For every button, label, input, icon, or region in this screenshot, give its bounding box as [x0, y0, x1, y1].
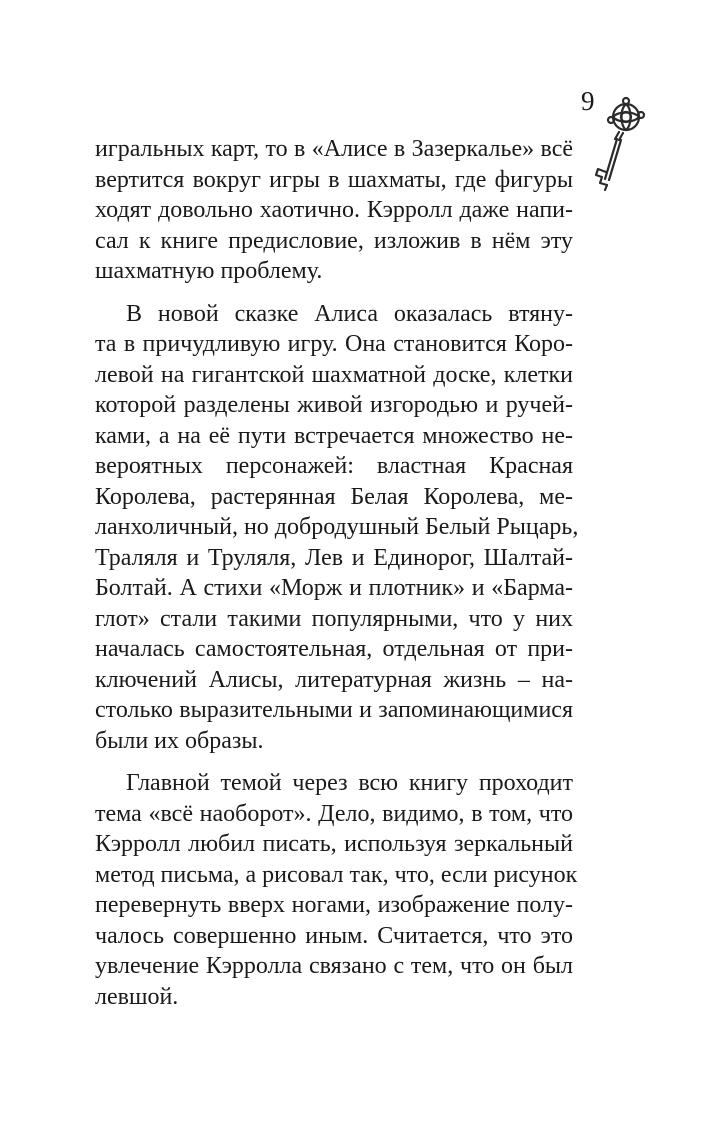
text-line: вероятных персонажей: властная Красная	[95, 453, 573, 479]
text-line: перевернуть вверх ногами, изображение полу-	[95, 892, 573, 918]
text-line: ходят довольно хаотично. Кэрролл даже напи-	[95, 197, 573, 223]
text-line: метод письма, а рисовал так, что, если рисунок	[95, 861, 578, 888]
paragraph	[95, 299, 579, 757]
text-line: началась самостоятельная, отдельная от при-	[95, 636, 573, 662]
text-line: та в причудливую игру. Она становится Коро-	[95, 331, 573, 357]
text-line: Болтай. А стихи «Морж и плотник» и «Барма-	[95, 575, 573, 601]
text-line: ключений Алисы, литературная жизнь – на-	[95, 666, 573, 693]
text-line: левой на гигантской шахматной доске, клетки	[95, 361, 573, 388]
text-line: игральных карт, то в «Алисе в Зазеркалье» всё	[95, 136, 573, 162]
text-line: тема «всё наоборот». Дело, видимо, в том, что	[95, 800, 573, 827]
text-line: чалось совершенно иным. Считается, что это	[95, 922, 573, 949]
text-line: столько выразительными и запоминающимися	[95, 697, 573, 723]
body-text	[95, 134, 579, 1012]
text-line: которой разделены живой изгородью и ручей-	[95, 392, 573, 418]
key-icon	[592, 95, 648, 193]
page-number: 9	[581, 86, 595, 116]
text-line: вертится вокруг игры в шахматы, где фигуры	[95, 166, 573, 193]
text-line: сал к книге предисловие, изложив в нём эту	[95, 227, 573, 254]
text-line: левшой.	[95, 983, 179, 1010]
text-line: Кэрролл любил писать, используя зеркальный	[95, 831, 573, 857]
text-line: были их образы.	[95, 727, 264, 754]
text-line: глот» стали такими популярными, что у них	[95, 605, 573, 632]
text-line: Королева, растерянная Белая Королева, ме-	[95, 483, 573, 510]
text-line: Траляля и Труляля, Лев и Единорог, Шалтай-	[95, 544, 573, 571]
text-line: ланхоличный, но добродушный Белый Рыцарь,	[95, 514, 579, 540]
paragraph	[95, 768, 578, 1012]
text-line: В новой сказке Алиса оказалась втяну-	[126, 300, 573, 327]
text-line: Главной темой через всю книгу проходит	[126, 770, 573, 796]
text-line: ками, а на её пути встречается множество не-	[95, 422, 573, 449]
paragraph	[95, 134, 573, 287]
text-line: шахматную проблему.	[95, 258, 323, 284]
text-line: увлечение Кэрролла связано с тем, что он был	[95, 953, 573, 979]
